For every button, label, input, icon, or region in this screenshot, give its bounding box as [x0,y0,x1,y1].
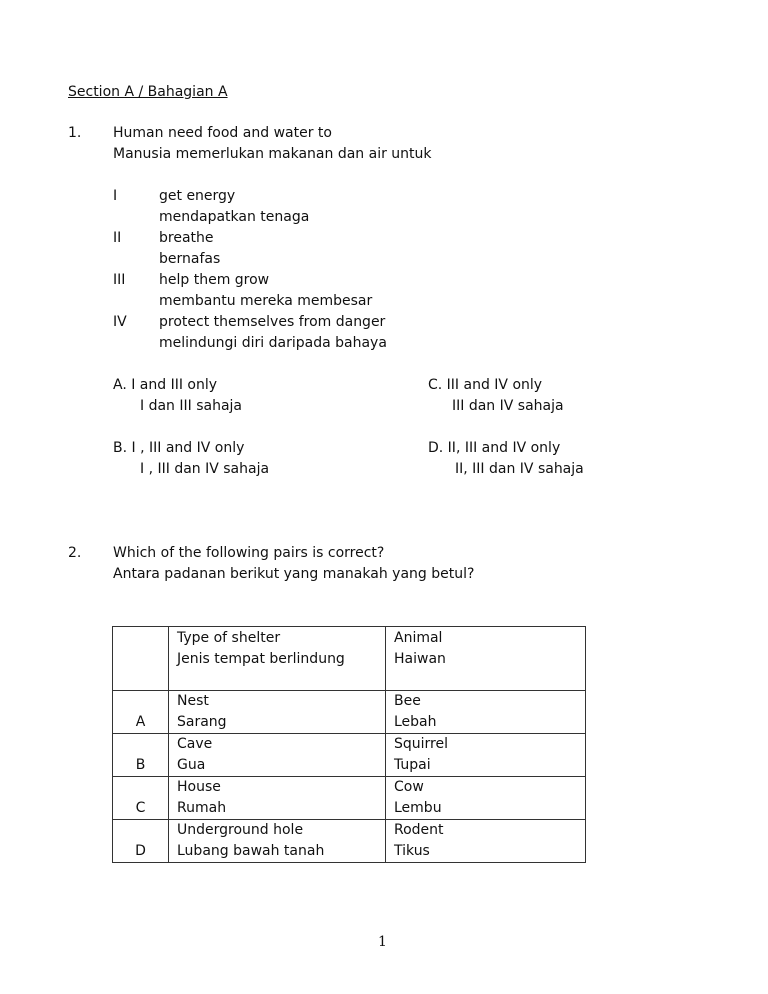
table-row [113,820,586,863]
row-letter: B [113,734,169,777]
shelter-ms: Sarang [177,714,227,730]
q1-statement-ms: melindungi diri daripada bahaya [159,335,387,351]
animal-cell [386,777,586,820]
shelter-en: Cave [177,736,213,752]
row-letter: C [113,777,169,820]
shelter-ms: Gua [177,757,206,773]
shelter-en: Nest [177,693,209,709]
animal-header-cell [386,627,586,691]
q1-option-b-ms: I , III dan IV sahaja [140,461,270,477]
animal-cell [386,820,586,863]
table-row [113,691,586,734]
q1-statement-roman: IV [113,314,127,330]
q1-statement-ms: mendapatkan tenaga [159,209,310,225]
q1-statement-roman: II [113,230,122,246]
shelter-header-ms: Jenis tempat berlindung [177,651,345,667]
section-heading: Section A / Bahagian A [68,84,228,100]
animal-cell [386,691,586,734]
q1-option-d-ms: II, III dan IV sahaja [455,461,584,477]
q2-stem-en: Which of the following pairs is correct? [113,545,385,561]
animal-ms: Tikus [394,843,430,859]
q1-option-a-ms: I dan III sahaja [140,398,242,414]
q1-statement-roman: III [113,272,126,288]
q1-statement-ms: bernafas [159,251,221,267]
table-row [113,734,586,777]
animal-ms: Lebah [394,714,437,730]
shelter-cell [169,734,386,777]
row-letter: D [113,820,169,863]
animal-cell [386,734,586,777]
q1-statement-en: breathe [159,230,214,246]
table-row [113,777,586,820]
q2-stem-ms: Antara padanan berikut yang manakah yang betul? [113,566,475,582]
q1-statement-ms: membantu mereka membesar [159,293,373,309]
shelter-header-en: Type of shelter [177,630,281,646]
q1-stem-en: Human need food and water to [113,125,332,141]
page-number: 1 [378,934,387,950]
q1-statement-roman: I [113,188,118,204]
row-letter: A [113,691,169,734]
shelter-en: House [177,779,221,795]
q1-statement-en: help them grow [159,272,270,288]
shelter-cell [169,691,386,734]
shelter-ms: Lubang bawah tanah [177,843,325,859]
q1-stem-ms: Manusia memerlukan makanan dan air untuk [113,146,432,162]
q1-option-b-en: B. I , III and IV only [113,440,245,456]
animal-header-ms: Haiwan [394,651,446,667]
animal-en: Cow [394,779,424,795]
table-corner-cell [113,627,169,691]
shelter-cell [169,777,386,820]
animal-header-en: Animal [394,630,443,646]
q1-option-a-en: A. I and III only [113,377,218,393]
table-header-row [113,627,586,691]
q1-option-c-ms: III dan IV sahaja [452,398,564,414]
shelter-header-cell [169,627,386,691]
animal-en: Squirrel [394,736,448,752]
q1-statement-en: get energy [159,188,236,204]
q1-statement-en: protect themselves from danger [159,314,386,330]
q1-number: 1. [68,125,82,141]
shelter-table [112,626,586,863]
q1-option-d-en: D. II, III and IV only [428,440,561,456]
animal-ms: Tupai [394,757,431,773]
shelter-ms: Rumah [177,800,227,816]
animal-en: Bee [394,693,421,709]
animal-en: Rodent [394,822,444,838]
shelter-cell [169,820,386,863]
shelter-en: Underground hole [177,822,304,838]
q1-option-c-en: C. III and IV only [428,377,543,393]
q2-number: 2. [68,545,82,561]
animal-ms: Lembu [394,800,442,816]
